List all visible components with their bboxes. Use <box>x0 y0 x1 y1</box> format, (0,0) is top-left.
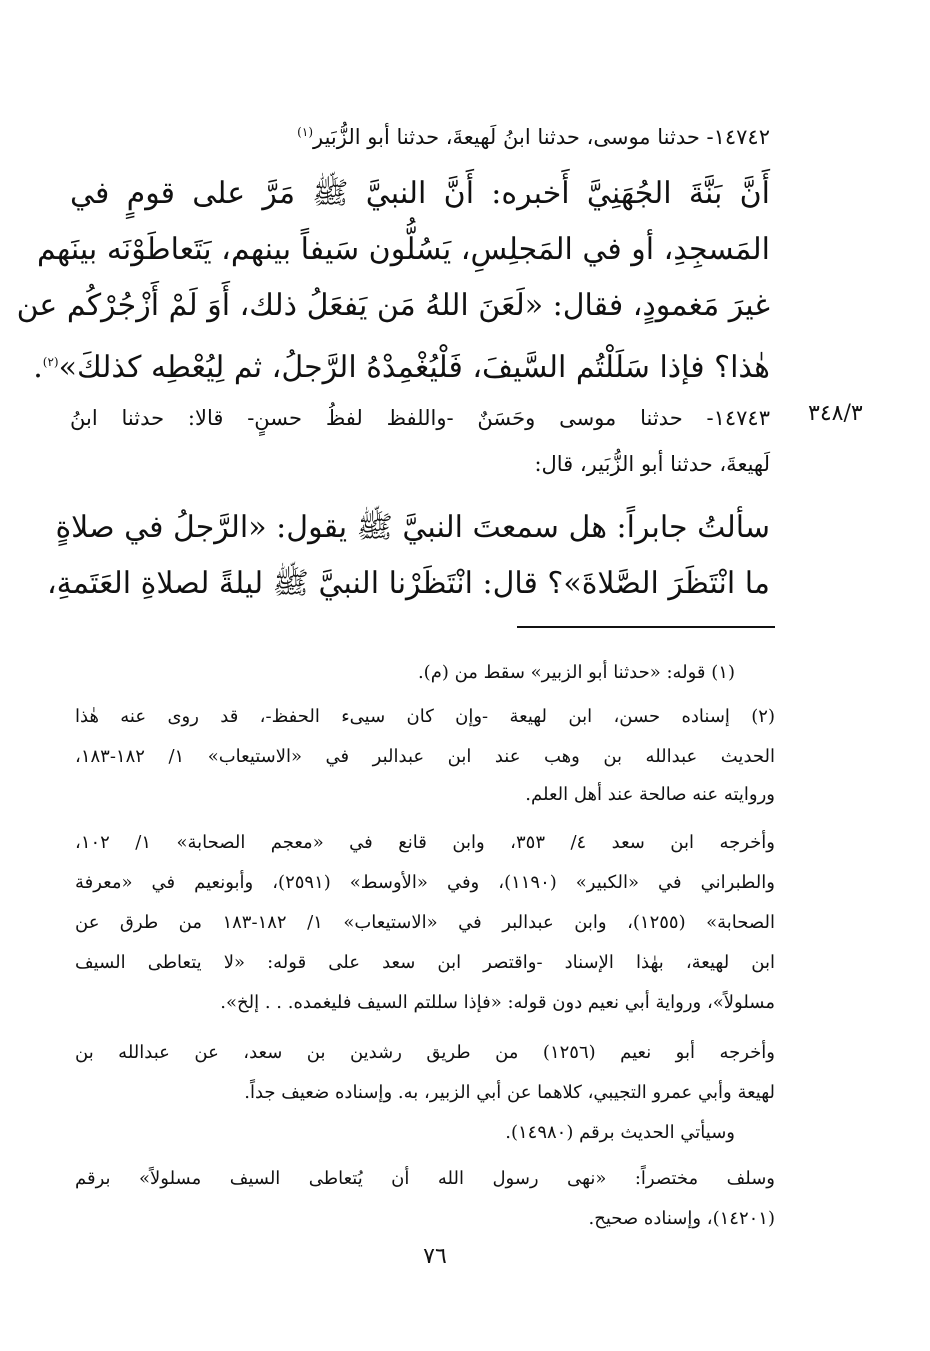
takhrij-line-2: والطبراني في «الكبير» (١١٩٠)، وفي «الأوسط» (٢٥٩١)، وأبونعيم في «معرفة <box>75 872 775 893</box>
cross-reference: وسيأتي الحديث برقم (١٤٩٨٠). <box>505 1122 735 1143</box>
footnote-2-line-3: وروايته عنه صالحة عند أهل العلم. <box>525 784 775 805</box>
footnote-marker-1: (١) <box>297 125 313 139</box>
volume-page-reference: ٣٤٨/٣ <box>808 401 863 426</box>
previously-mentioned-line-2: (١٤٢٠١)، وإسناده صحيح. <box>588 1208 775 1229</box>
abu-nuaym-line-1: وأخرجه أبو نعيم (١٢٥٦) من طريق رشدين بن سعد، عن عبدالله بن <box>75 1042 775 1063</box>
footnote-2-line-2: الحديث عبدالله بن وهب عند ابن عبدالبر في «الاستيعاب» ١/ ١٨٢-١٨٣، <box>75 746 775 767</box>
footnote-2-line-1: (٢) إسناده حسن، ابن لهيعة -وإن كان سيىء الحفظ-، قد روى عنه هٰذا <box>75 706 775 727</box>
hadith-14743-header-line-1: ١٤٧٤٣- حدثنا موسى وحَسَنٌ -واللفظ لفظُ حسنٍ- قالا: حدثنا ابنُ <box>70 406 770 430</box>
hadith-14742-header <box>150 112 770 157</box>
hadith-14742-line-3: غيرَ مَغمودٍ، فقال: «لَعَنَ اللهُ مَن يَفعَلُ ذلك، أَوَ لَمْ أَزْجُرْكُم عن <box>16 288 770 323</box>
footnote-1: (١) قوله: «حدثنا أبو الزبير» سقط من (م). <box>417 662 735 683</box>
hadith-14743-line-1: سألتُ جابراً: هل سمعتَ النبيَّ ﷺ يقول: «الرَّجلُ في صلاةٍ <box>55 510 770 545</box>
hadith-14742-line-2: المَسجِدِ، أو في المَجلِسِ، يَسُلُّون سَيفاً بينهم، يَتَعاطَوْنَه بينَهم <box>37 232 770 267</box>
hadith-14742-header-text: ١٤٧٤٢- حدثنا موسى، حدثنا ابنُ لَهيعةَ، حدثنا أبو الزُّبَير <box>313 125 770 149</box>
takhrij-line-1: وأخرجه ابن سعد ٤/ ٣٥٣، وابن قانع في «معجم الصحابة» ١/ ١٠٢، <box>75 832 775 853</box>
takhrij-line-3: الصحابة» (١٢٥٥)، وابن عبدالبر في «الاستيعاب» ١/ ١٨٢-١٨٣ من طرق عن <box>75 912 775 933</box>
footnote-separator <box>517 626 775 628</box>
page-number: ٧٦ <box>423 1244 447 1269</box>
hadith-14743-line-2: ما انْتَظَرَ الصَّلاةَ»؟ قال: انْتَظَرْنا النبيَّ ﷺ ليلةً لصلاةِ العَتَمةِ، <box>46 566 770 601</box>
footnote-marker-2: (٢) <box>42 355 59 369</box>
takhrij-line-5: مسلولاً»، ورواية أبي نعيم دون قوله: «فإذا سللتم السيف فليغمده. . . إلخ». <box>220 992 775 1013</box>
takhrij-line-4: ابن لهيعة، بهٰذا الإسناد -واقتصر ابن سعد على قوله: «لا يتعاطى السيف <box>75 952 775 973</box>
previously-mentioned-line-1: وسلف مختصراً: «نهى رسول الله أن يُتعاطى السيف مسلولاً» برقم <box>75 1168 775 1189</box>
abu-nuaym-line-2: لهيعة وأبي عمرو التجيبي، كلاهما عن أبي الزبير، به. وإسناده ضعيف جداً. <box>244 1082 775 1103</box>
hadith-14742-line-4: هٰذا؟ فإذا سَلَلْتُم السَّيفَ، فَلْيُغْمِدْهُ الرَّجلُ، ثم لِيُعْطِه كذلكَ»$^{(٢)}$. <box>33 350 770 385</box>
hadith-14743-header-line-2: لَهيعةَ، حدثنا أبو الزُّبَير، قال: <box>534 452 770 476</box>
hadith-14742-line-1: أَنَّ بَنَّةَ الجُهَنِيَّ أَخبره: أَنَّ النبيَّ ﷺ مَرَّ على قومٍ في <box>70 176 770 211</box>
hadith-14742-line-4-text: هٰذا؟ فإذا سَلَلْتُم السَّيفَ، فَلْيُغْمِدْهُ الرَّجلُ، ثم لِيُعْطِه كذلكَ» <box>58 350 770 385</box>
